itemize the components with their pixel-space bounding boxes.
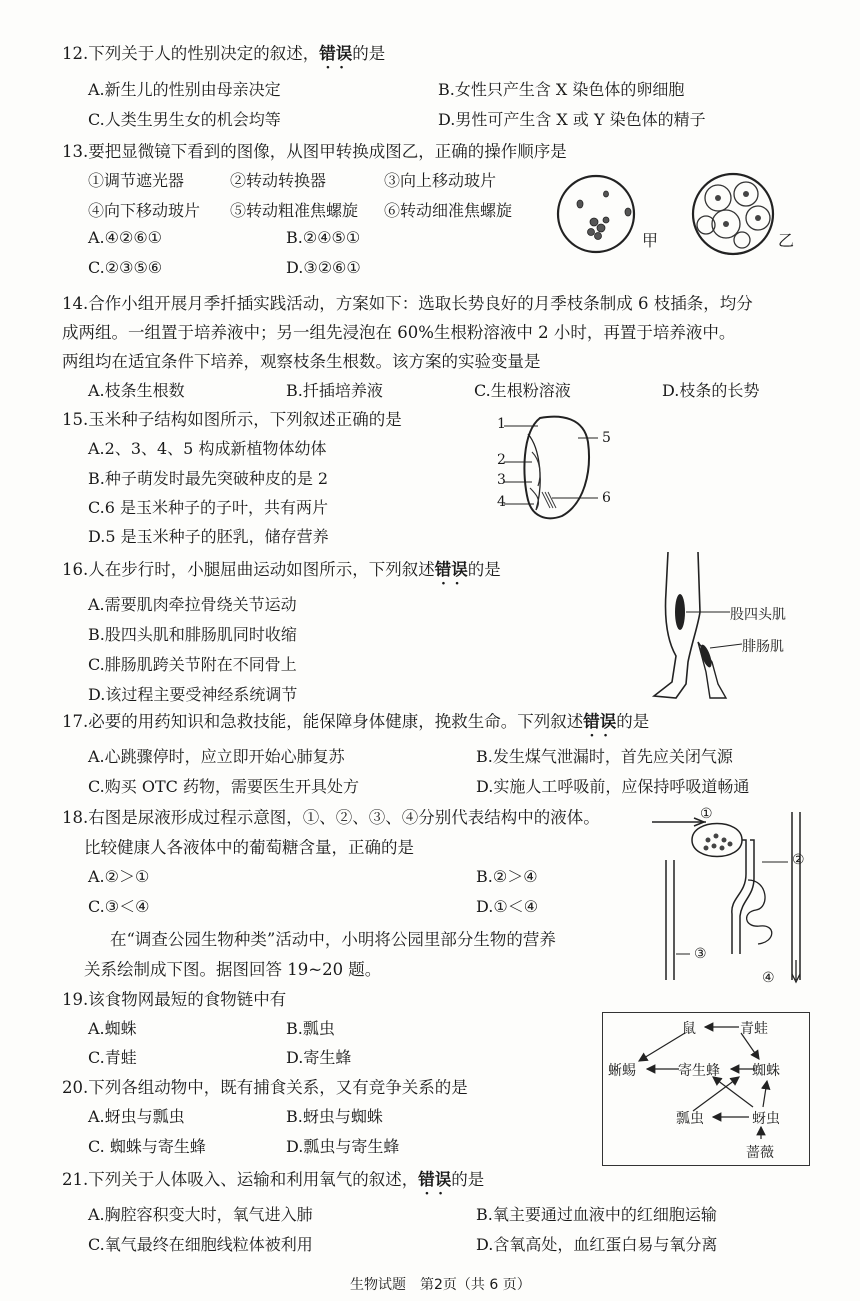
food-web-diagram xyxy=(602,1012,810,1166)
q14-stem-line2: 成两组。一组置于培养液中；另一组先浸泡在 60%生根粉溶液中 2 小时，再置于培养液中。 xyxy=(62,323,736,342)
q17-stem xyxy=(62,708,649,732)
seed-label-5: 5 xyxy=(602,430,611,446)
q21-stem-end: 的是 xyxy=(451,1170,485,1189)
q17-emphasis: 错误 · · xyxy=(583,708,616,732)
q17-option-c[interactable]: C.购买 OTC 药物，需要医生开具处方 xyxy=(88,777,359,796)
q16-stem-text: 16.人在步行时，小腿屈曲运动如图所示，下列叙述 xyxy=(62,560,435,579)
q20-option-a[interactable]: A.蚜虫与瓢虫 xyxy=(88,1107,185,1126)
fw-parasitic-wasp: 寄生蜂 xyxy=(678,1063,720,1079)
q14-option-c[interactable]: C.生根粉溶液 xyxy=(474,381,571,400)
intro-line1: 在“调查公园生物种类”活动中，小明将公园里部分生物的营养 xyxy=(110,930,556,949)
fw-rose: 蔷薇 xyxy=(746,1145,774,1161)
q14-stem-line1: 14.合作小组开展月季扦插实践活动，方案如下：选取长势良好的月季枝条制成 6 枝插条，均分 xyxy=(62,294,753,313)
q18-option-b[interactable]: B.②＞④ xyxy=(476,867,538,886)
seed-label-6: 6 xyxy=(602,490,611,506)
q16-emphasis: 错误 · · xyxy=(435,556,468,580)
q12-emphasis: 错误 · · xyxy=(319,40,352,64)
nephron-label-4: ④ xyxy=(762,970,775,986)
q13-stem: 13.要把显微镜下看到的图像，从图甲转换成图乙，正确的操作顺序是 xyxy=(62,142,567,161)
label-quadriceps: 股四头肌 xyxy=(730,607,786,623)
q13-step-3: ③向上移动玻片 xyxy=(384,171,497,190)
q19-stem: 19.该食物网最短的食物链中有 xyxy=(62,990,287,1009)
seed-label-4: 4 xyxy=(497,494,506,510)
food-web-arrows xyxy=(603,1013,809,1165)
q18-stem-line2: 比较健康人各液体中的葡萄糖含量，正确的是 xyxy=(84,838,414,857)
q15-option-a[interactable]: A.2、3、4、5 构成新植物体幼体 xyxy=(88,439,327,458)
q12-option-c[interactable]: C.人类生男生女的机会均等 xyxy=(88,110,281,129)
fig-label-jia: 甲 xyxy=(642,231,659,250)
q12-option-b[interactable]: B.女性只产生含 X 染色体的卵细胞 xyxy=(438,80,685,99)
q15-option-d[interactable]: D.5 是玉米种子的胚乳，储存营养 xyxy=(88,527,329,546)
q17-stem-text: 17.必要的用药知识和急救技能，能保障身体健康，挽救生命。下列叙述 xyxy=(62,712,584,731)
q13-step-6: ⑥转动细准焦螺旋 xyxy=(384,201,513,220)
q14-option-b[interactable]: B.扦插培养液 xyxy=(286,381,383,400)
q12-option-d[interactable]: D.男性可产生含 X 或 Y 染色体的精子 xyxy=(438,110,706,129)
fw-ladybug: 瓢虫 xyxy=(676,1111,704,1127)
corn-seed-svg xyxy=(492,412,632,522)
q16-option-c[interactable]: C.腓肠肌跨关节附在不同骨上 xyxy=(88,655,297,674)
q12-stem-text: 12.下列关于人的性别决定的叙述， xyxy=(62,44,320,63)
q13-option-c[interactable]: C.②③⑤⑥ xyxy=(88,258,163,277)
q20-stem: 20.下列各组动物中，既有捕食关系，又有竞争关系的是 xyxy=(62,1078,468,1097)
q21-option-c[interactable]: C.氧气最终在细胞线粒体被利用 xyxy=(88,1235,313,1254)
q13-step-2: ②转动转换器 xyxy=(230,171,327,190)
q19-option-c[interactable]: C.青蛙 xyxy=(88,1048,137,1067)
q21-option-d[interactable]: D.含氧高处，血红蛋白易与氧分离 xyxy=(476,1235,718,1254)
q14-option-a[interactable]: A.枝条生根数 xyxy=(88,381,185,400)
nephron-label-2: ② xyxy=(792,852,805,868)
fig-label-yi: 乙 xyxy=(778,231,795,250)
seed-label-3: 3 xyxy=(497,472,506,488)
label-gastrocnemius: 腓肠肌 xyxy=(742,639,784,655)
intro-line2: 关系绘制成下图。据图回答 19~20 题。 xyxy=(84,960,382,979)
fw-frog: 青蛙 xyxy=(740,1021,768,1037)
q13-option-a[interactable]: A.④②⑥① xyxy=(88,228,163,247)
q13-step-1: ①调节遮光器 xyxy=(88,171,185,190)
nephron-label-3: ③ xyxy=(694,946,707,962)
q20-option-b[interactable]: B.蚜虫与蜘蛛 xyxy=(286,1107,383,1126)
q18-option-c[interactable]: C.③＜④ xyxy=(88,897,150,916)
q19-option-a[interactable]: A.蜘蛛 xyxy=(88,1019,137,1038)
q19-option-b[interactable]: B.瓢虫 xyxy=(286,1019,335,1038)
q12-stem-end: 的是 xyxy=(352,44,386,63)
q13-step-5: ⑤转动粗准焦螺旋 xyxy=(230,201,359,220)
fw-aphid: 蚜虫 xyxy=(752,1111,780,1127)
q21-option-a[interactable]: A.胸腔容积变大时，氧气进入肺 xyxy=(88,1205,313,1224)
q13-option-b[interactable]: B.②④⑤① xyxy=(286,228,361,247)
fw-lizard: 蜥蜴 xyxy=(608,1063,636,1079)
q16-option-d[interactable]: D.该过程主要受神经系统调节 xyxy=(88,685,298,704)
q21-emphasis: 错误 · · xyxy=(418,1166,451,1190)
q12-option-a[interactable]: A.新生儿的性别由母亲决定 xyxy=(88,80,281,99)
fw-spider: 蜘蛛 xyxy=(752,1063,780,1079)
q16-option-b[interactable]: B.股四头肌和腓肠肌同时收缩 xyxy=(88,625,297,644)
q17-stem-end: 的是 xyxy=(616,712,650,731)
q18-option-d[interactable]: D.①＜④ xyxy=(476,897,539,916)
q15-option-b[interactable]: B.种子萌发时最先突破种皮的是 2 xyxy=(88,469,329,488)
q17-option-d[interactable]: D.实施人工呼吸前，应保持呼吸道畅通 xyxy=(476,777,750,796)
q21-stem xyxy=(62,1166,484,1190)
q20-option-d[interactable]: D.瓢虫与寄生蜂 xyxy=(286,1137,400,1156)
seed-label-2: 2 xyxy=(497,452,506,468)
nephron-svg xyxy=(652,804,812,990)
q16-stem-end: 的是 xyxy=(467,560,501,579)
page-footer: 生物试题 第2页（共 6 页） xyxy=(350,1277,531,1293)
q13-option-d[interactable]: D.③②⑥① xyxy=(286,258,361,277)
q18-stem-line1: 18.右图是尿液形成过程示意图，①、②、③、④分别代表结构中的液体。 xyxy=(62,808,600,827)
q17-option-b[interactable]: B.发生煤气泄漏时，首先应关闭气源 xyxy=(476,747,733,766)
leg-muscle-figure xyxy=(646,552,746,702)
fw-mouse: 鼠 xyxy=(682,1021,696,1037)
corn-seed-figure xyxy=(492,412,632,522)
q15-stem: 15.玉米种子结构如图所示，下列叙述正确的是 xyxy=(62,410,402,429)
microscope-figure xyxy=(556,170,806,260)
q18-option-a[interactable]: A.②＞① xyxy=(88,867,150,886)
q12-stem xyxy=(62,40,385,64)
leg-svg xyxy=(646,552,746,702)
q16-option-a[interactable]: A.需要肌肉牵拉骨绕关节运动 xyxy=(88,595,297,614)
q20-option-c[interactable]: C. 蜘蛛与寄生蜂 xyxy=(88,1137,206,1156)
seed-label-1: 1 xyxy=(497,416,506,432)
q14-option-d[interactable]: D.枝条的长势 xyxy=(662,381,760,400)
q21-stem-text: 21.下列关于人体吸入、运输和利用氧气的叙述， xyxy=(62,1170,419,1189)
nephron-label-1: ① xyxy=(700,806,713,822)
nephron-figure xyxy=(652,804,812,990)
q16-stem xyxy=(62,556,501,580)
q19-option-d[interactable]: D.寄生蜂 xyxy=(286,1048,352,1067)
q13-step-4: ④向下移动玻片 xyxy=(88,201,201,220)
q17-option-a[interactable]: A.心跳骤停时，应立即开始心肺复苏 xyxy=(88,747,345,766)
q14-stem-line3: 两组均在适宜条件下培养，观察枝条生根数。该方案的实验变量是 xyxy=(62,352,541,371)
q21-option-b[interactable]: B.氧主要通过血液中的红细胞运输 xyxy=(476,1205,717,1224)
microscope-fields-svg xyxy=(556,170,806,260)
q15-option-c[interactable]: C.6 是玉米种子的子叶，共有两片 xyxy=(88,498,329,517)
